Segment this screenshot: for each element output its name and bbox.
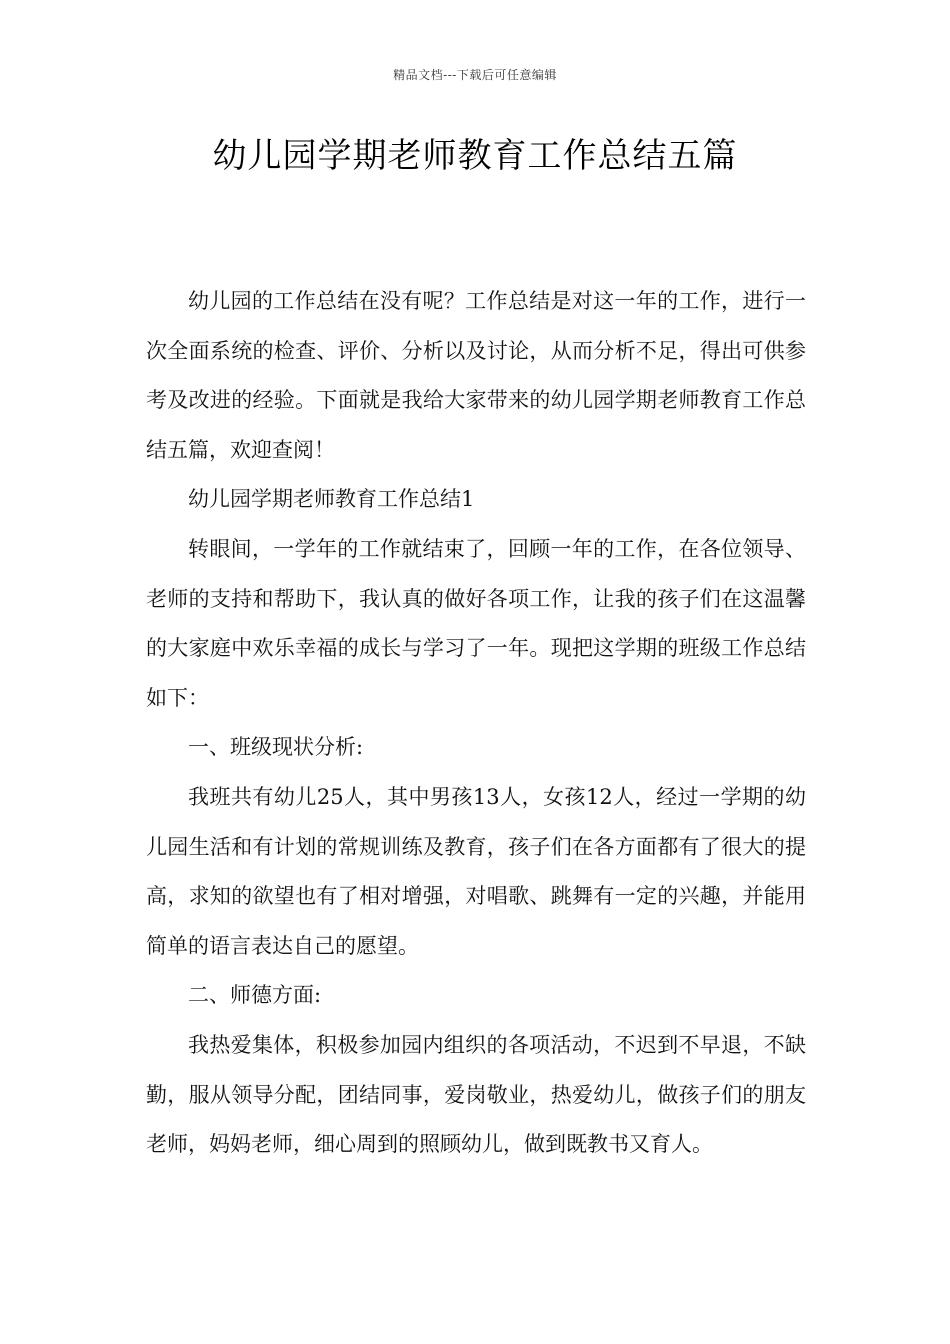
document-body — [146, 277, 806, 1170]
body-paragraph: 转眼间，一学年的工作就结束了，回顾一年的工作，在各位领导、老师的支持和帮助下，我认真的做好各项工作，让我的孩子们在这温馨的大家庭中欢乐幸福的成长与学习了一年。现把这学期的班级工作总结如下： — [146, 536, 806, 710]
intro-paragraph: 幼儿园的工作总结在没有呢？工作总结是对这一年的工作，进行一次全面系统的检查、评价、分析以及讨论，从而分析不足，得出可供参考及改进的经验。下面就是我给大家带来的幼儿园学期老师教育工作总结五篇，欢迎查阅！ — [146, 289, 806, 462]
body-paragraph: 我班共有幼儿25人，其中男孩13人，女孩12人，经过一学期的幼儿园生活和有计划的常规训练及教育，孩子们在各方面都有了很大的提高，求知的欲望也有了相对增强，对唱歌、跳舞有一定的兴趣，并能用简单的语言表达自己的愿望。 — [146, 784, 806, 958]
document-title: 幼儿园学期老师教育工作总结五篇 — [212, 136, 738, 176]
section-heading: 幼儿园学期老师教育工作总结1 — [188, 487, 475, 512]
header-note: 精品文档---下载后可任意编辑 — [393, 68, 557, 82]
subsection-heading: 一、班级现状分析: — [188, 735, 364, 760]
body-paragraph: 我热爱集体，积极参加园内组织的各项活动，不迟到不早退，不缺勤，服从领导分配，团结同事，爱岗敬业，热爱幼儿，做孩子们的朋友老师，妈妈老师，细心周到的照顾幼儿，做到既教书又育人。 — [146, 1032, 806, 1157]
subsection-heading: 二、师德方面: — [188, 983, 322, 1008]
